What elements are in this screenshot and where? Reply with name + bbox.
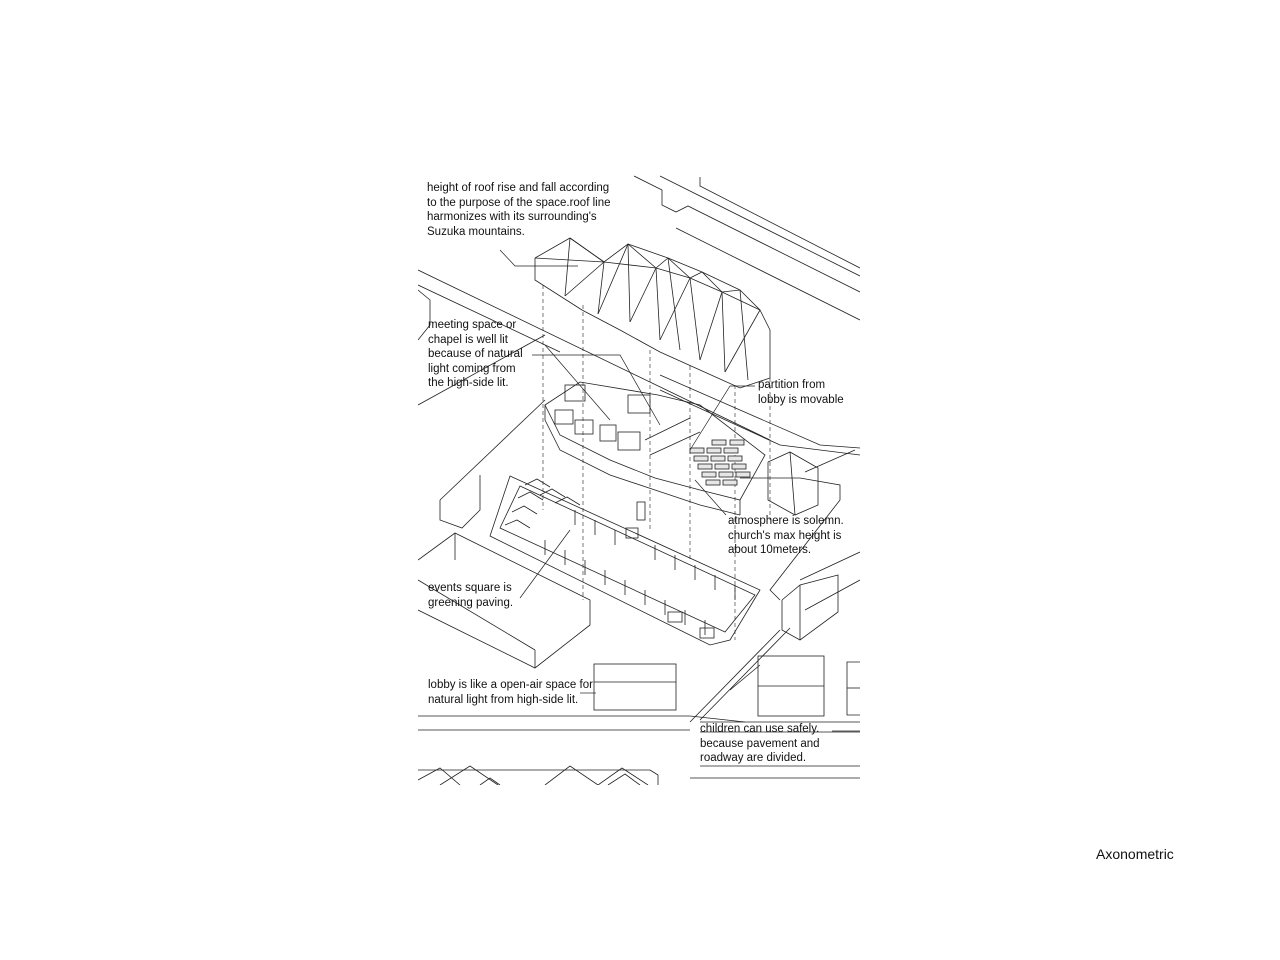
- projection-lines: [543, 285, 770, 640]
- annotation-lobby: lobby is like a open-air space for natural light from high-side lit.: [428, 679, 593, 706]
- lower-right-area: [594, 552, 860, 722]
- annotation-atmosphere: atmosphere is solemn. church's max height is about 10meters.: [728, 515, 844, 557]
- folded-roof: [535, 238, 770, 388]
- annotation-events: events square is greening paving.: [428, 582, 514, 609]
- events-square: [490, 476, 760, 645]
- figure-caption: Axonometric: [1096, 846, 1174, 862]
- annotation-children: children can use safely. because pavement and roadway are divided.: [700, 723, 820, 765]
- bottom-rooflines: [418, 766, 648, 785]
- street-top-right: [634, 176, 860, 320]
- annotation-partition: partition from lobby is movable: [758, 379, 844, 406]
- annotation-roof: height of roof rise and fall according to the purpose of the space.roof line harmonizes with its surrounding's Suzuka mountains.: [427, 182, 611, 238]
- annotation-meeting: meeting space or chapel is well lit because of natural light coming from the high-side lit.: [428, 319, 523, 390]
